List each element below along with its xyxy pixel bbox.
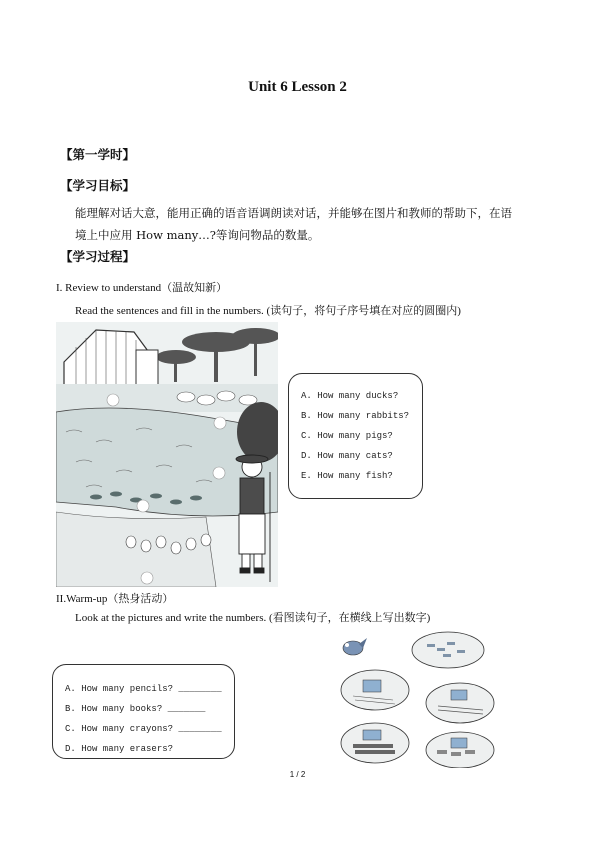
- goals-line-2: 境上中应用 How many…?等询问物品的数量。: [75, 228, 320, 242]
- part1-options-box: [288, 373, 423, 499]
- rulers-picture: [426, 732, 494, 768]
- part1-instruction: Read the sentences and fill in the numbers. (读句子，将句子序号填在对应的圆圈内): [75, 305, 461, 317]
- books-picture: [341, 670, 409, 710]
- part2-instruction: Look at the pictures and write the numbers. (看图读句子，在横线上写出数字): [75, 612, 431, 624]
- page-number: 1 / 2: [289, 770, 306, 779]
- option-rabbits: B. How many rabbits?: [301, 411, 410, 421]
- option-ducks: A. How many ducks?: [301, 391, 399, 401]
- goals-line-1: 能理解对话大意，能用正确的语音语调朗读对话，并能够在图片和教师的帮助下，在语: [75, 206, 512, 220]
- part2-heading: II.Warm-up（热身活动）: [56, 593, 174, 605]
- option-cats: D. How many cats?: [301, 451, 393, 461]
- part2-options-box: [52, 664, 235, 759]
- goals-text: [75, 202, 545, 246]
- bird-icon: [343, 638, 367, 655]
- option-erasers: D. How many erasers?: [65, 744, 174, 754]
- section-period: 【第一学时】: [60, 147, 136, 162]
- section-process: 【学习过程】: [60, 249, 136, 264]
- option-fish: E. How many fish?: [301, 471, 393, 481]
- farm-illustration: [56, 322, 278, 587]
- option-crayons: C. How many crayons? ________: [65, 724, 222, 734]
- pencils-picture: [412, 632, 484, 668]
- erasers-picture: [341, 723, 409, 763]
- stationery-pictures: [333, 628, 503, 768]
- option-books: B. How many books? _______: [65, 704, 206, 714]
- option-pencils: A. How many pencils? ________: [65, 684, 222, 694]
- part1-heading: I. Review to understand（温故知新）: [56, 282, 228, 294]
- section-goals: 【学习目标】: [60, 178, 136, 193]
- page-title: Unit 6 Lesson 2: [248, 79, 347, 95]
- crayons-picture: [426, 683, 494, 723]
- option-pigs: C. How many pigs?: [301, 431, 393, 441]
